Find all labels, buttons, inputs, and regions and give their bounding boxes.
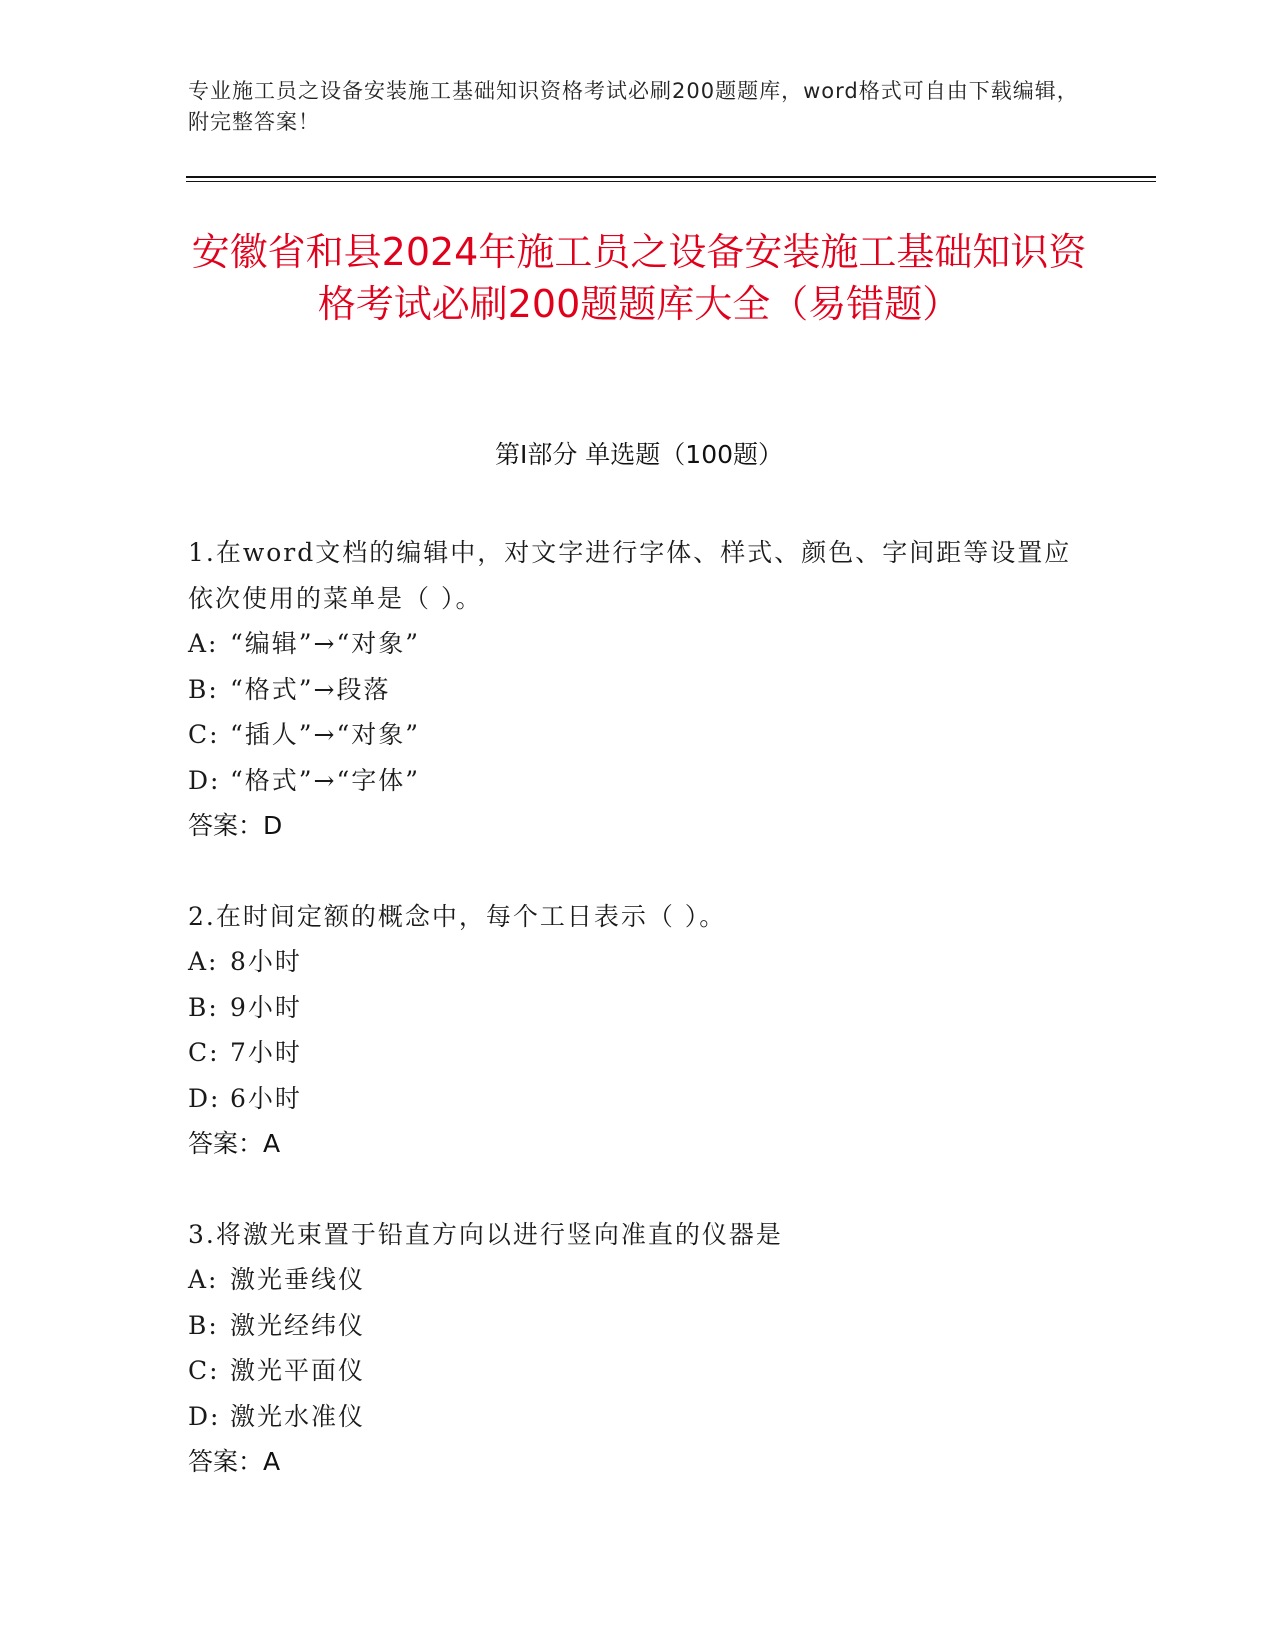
option-text: 激光平面仪 [230,1356,366,1385]
option-letter: A: [188,629,219,658]
question-stem: 3.将激光束置于铅直方向以进行竖向准直的仪器是 [188,1219,783,1249]
option-text: 7小时 [230,1038,302,1067]
option-text: 8小时 [230,947,302,976]
option-letter: B: [188,992,219,1022]
option-text: 激光经纬仪 [230,1310,366,1340]
option-c [188,1348,1088,1394]
option-text: 激光垂线仪 [230,1265,366,1294]
option-letter: D: [188,1401,221,1431]
option-text: “格式”→段落 [230,674,391,704]
option-letter: C: [188,1038,220,1067]
answer: 答案：A [188,1129,281,1158]
option-a [188,621,1088,667]
question-3 [188,1212,1088,1485]
header-divider-thick [186,176,1156,178]
question-stem: 1.在word文档的编辑中，对文字进行字体、样式、颜色、字间距等设置应依次使用的菜单是（ ）。 [188,538,1072,613]
option-a [188,939,1088,985]
option-text: “格式”→“字体” [230,765,421,795]
option-letter: C: [188,720,220,749]
option-b [188,1303,1088,1349]
option-letter: A: [188,1265,219,1294]
header-note: 专业施工员之设备安装施工基础知识资格考试必刷200题题库，word格式可自由下载编辑，附完整答案！ [188,79,1079,134]
question-list [188,530,1088,1530]
option-b [188,667,1088,713]
option-d [188,758,1088,804]
option-c [188,712,1088,758]
answer: 答案：A [188,1447,281,1476]
option-letter: B: [188,674,219,704]
option-letter: D: [188,1083,221,1113]
question-1 [188,530,1088,849]
option-letter: C: [188,1356,220,1385]
option-letter: B: [188,1310,219,1340]
option-letter: A: [188,947,219,976]
option-text: “编辑”→“对象” [230,629,421,658]
option-letter: D: [188,765,221,795]
answer: 答案：D [188,811,283,840]
option-text: 6小时 [230,1083,302,1113]
option-a [188,1257,1088,1303]
option-c [188,1030,1088,1076]
question-stem: 2.在时间定额的概念中，每个工日表示（ ）。 [188,901,727,931]
option-text: 激光水准仪 [230,1401,366,1431]
document-title: 安徽省和县2024年施工员之设备安装施工基础知识资格考试必刷200题题库大全（易错题） [191,230,1087,326]
header-divider-thin [186,181,1156,182]
option-text: 9小时 [230,992,302,1022]
option-d [188,1076,1088,1122]
option-d [188,1394,1088,1440]
option-text: “插人”→“对象” [230,720,421,749]
section-heading: 第I部分 单选题（100题） [494,440,784,469]
option-b [188,985,1088,1031]
question-2 [188,894,1088,1167]
